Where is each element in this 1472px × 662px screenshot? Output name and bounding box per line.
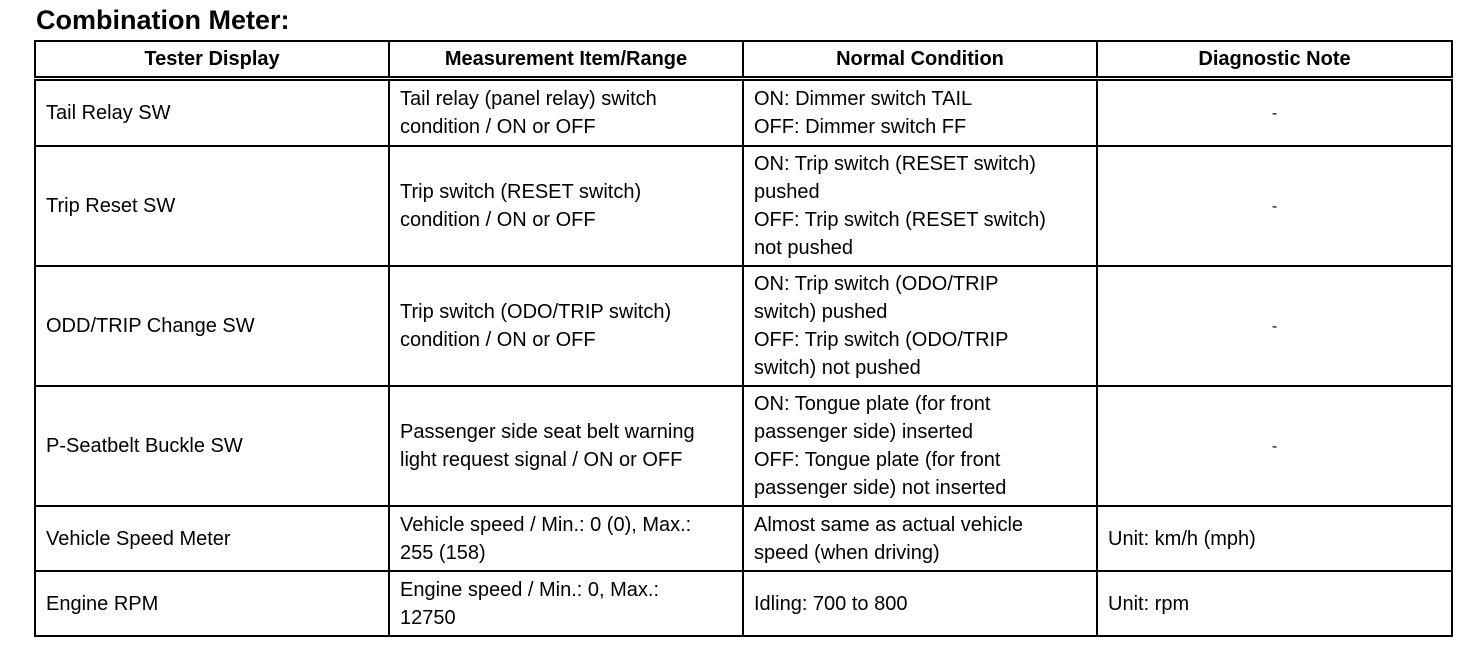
cell-line: Engine speed / Min.: 0, Max.: <box>400 578 660 601</box>
cell-line: ON: Tongue plate (for front <box>754 393 991 415</box>
cell-measurement <box>389 79 743 147</box>
cell-tester-display: Tail Relay SW <box>35 79 389 147</box>
cell-normal-condition <box>743 146 1097 266</box>
table-row <box>35 386 1452 506</box>
header-diagnostic-note: Diagnostic Note <box>1097 41 1452 79</box>
header-normal-condition: Normal Condition <box>743 41 1097 79</box>
cell-line: OFF: Tongue plate (for front <box>754 449 1001 471</box>
cell-normal-condition <box>743 386 1097 506</box>
note-text: - <box>1271 318 1278 335</box>
cell-normal-condition <box>743 506 1097 571</box>
header-tester-display: Tester Display <box>35 41 389 79</box>
cell-measurement <box>389 146 743 266</box>
note-text: - <box>1271 105 1278 122</box>
cell-line: Trip switch (ODO/TRIP switch) <box>400 301 672 323</box>
cell-line: condition / ON or OFF <box>400 329 596 351</box>
note-text: - <box>1271 438 1278 455</box>
cell-line: light request signal / ON or OFF <box>400 449 683 471</box>
cell-normal-condition <box>743 266 1097 386</box>
cell-measurement <box>389 506 743 571</box>
cell-line: pushed <box>754 181 820 203</box>
header-measurement: Measurement Item/Range <box>389 41 743 79</box>
table-row <box>35 79 1452 147</box>
cell-tester-display: Trip Reset SW <box>35 146 389 266</box>
cell-measurement <box>389 571 743 636</box>
cell-normal-condition <box>743 571 1097 636</box>
cell-line: OFF: Trip switch (ODO/TRIP <box>754 329 1009 351</box>
cell-line: switch) pushed <box>754 301 888 323</box>
table-row <box>35 506 1452 571</box>
cell-line: ON: Trip switch (ODO/TRIP <box>754 273 999 295</box>
cell-tester-display: P-Seatbelt Buckle SW <box>35 386 389 506</box>
cell-line: not pushed <box>754 237 853 259</box>
cell-diagnostic-note <box>1097 266 1452 386</box>
cell-line: OFF: Trip switch (RESET switch) <box>754 209 1046 231</box>
cell-line: condition / ON or OFF <box>400 116 596 138</box>
table-header-row <box>35 41 1452 79</box>
note-text: - <box>1271 198 1278 215</box>
cell-line: condition / ON or OFF <box>400 209 596 231</box>
cell-line: 12750 <box>400 606 456 629</box>
cell-diagnostic-note: Unit: km/h (mph) <box>1097 506 1452 571</box>
combination-meter-table <box>34 40 1453 637</box>
cell-line: Tail relay (panel relay) switch <box>400 88 657 110</box>
cell-line: OFF: Dimmer switch FF <box>754 116 967 138</box>
cell-line: Passenger side seat belt warning <box>400 421 695 443</box>
cell-line: ON: Dimmer switch TAIL <box>754 88 973 110</box>
cell-line: Trip switch (RESET switch) <box>400 181 642 203</box>
section-title: Combination Meter: <box>36 5 290 35</box>
table-row <box>35 266 1452 386</box>
cell-measurement <box>389 266 743 386</box>
cell-diagnostic-note <box>1097 386 1452 506</box>
cell-line: Vehicle speed / Min.: 0 (0), Max.: <box>400 513 692 536</box>
cell-measurement <box>389 386 743 506</box>
cell-normal-condition <box>743 79 1097 147</box>
cell-line: speed (when driving) <box>754 541 940 564</box>
cell-line: switch) not pushed <box>754 357 921 379</box>
cell-line: Idling: 700 to 800 <box>754 592 908 615</box>
cell-tester-display: ODD/TRIP Change SW <box>35 266 389 386</box>
cell-diagnostic-note: Unit: rpm <box>1097 571 1452 636</box>
cell-line: ON: Trip switch (RESET switch) <box>754 153 1036 175</box>
cell-tester-display: Engine RPM <box>35 571 389 636</box>
cell-line: 255 (158) <box>400 541 486 564</box>
cell-line: passenger side) inserted <box>754 421 974 443</box>
cell-tester-display: Vehicle Speed Meter <box>35 506 389 571</box>
cell-line: Almost same as actual vehicle <box>754 513 1024 536</box>
cell-line: passenger side) not inserted <box>754 477 1007 499</box>
table-row <box>35 146 1452 266</box>
table-row <box>35 571 1452 636</box>
cell-diagnostic-note <box>1097 146 1452 266</box>
cell-diagnostic-note <box>1097 79 1452 147</box>
